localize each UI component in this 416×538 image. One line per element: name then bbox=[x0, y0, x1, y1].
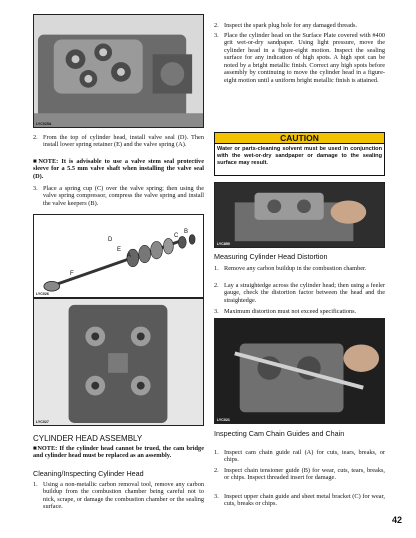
step-remove-carbon bbox=[33, 481, 204, 511]
step-text: From the top of cylinder head, install valve seal (D). Then install lower spring retainer (E) and the valve spring (A). bbox=[43, 134, 204, 149]
step-number: 2. bbox=[214, 22, 219, 29]
step-text: Inspect the spark plug hole for any damaged threads. bbox=[224, 22, 358, 29]
step-text: Inspect cam chain guide rail (A) for cuts, tears, breaks, or chips. bbox=[224, 449, 385, 464]
label-c: C bbox=[174, 233, 179, 239]
surface-plate-image bbox=[215, 183, 384, 247]
note-valve-seal-sleeve: ■NOTE: It is advisable to use a valve stem seal protective sleeve for a 5.5 mm valve shaft when installing the valve seal (D). bbox=[33, 158, 204, 180]
step-number: 3. bbox=[33, 185, 38, 192]
cam-step-3 bbox=[214, 493, 385, 508]
cam-step-1 bbox=[214, 449, 385, 464]
label-e: E bbox=[117, 247, 122, 253]
page-number: 42 bbox=[391, 515, 402, 526]
step-text: Maximum distortion must not exceed specifications. bbox=[224, 308, 357, 315]
figure-caption: LYC027 bbox=[36, 419, 49, 424]
step-text: Using a non-metallic carbon removal tool, remove any carbon buildup from the combustion chamber being careful not to nick, scrape, or damage the combustion chamber or the sealing surface. bbox=[43, 481, 204, 511]
straightedge-image bbox=[215, 319, 384, 423]
step-number: 1. bbox=[33, 481, 38, 488]
step-text: Inspect chain tensioner guide (B) for wear, cuts, tears, breaks, or chips. Inspect threaded insert for damage. bbox=[224, 467, 385, 482]
measure-step-3 bbox=[214, 308, 385, 315]
step-spring-cup bbox=[33, 185, 204, 207]
step-text: Place a spring cup (C) over the valve spring; then using the valve spring compressor, compress the valve spring and install the valve keepers (B). bbox=[43, 185, 204, 207]
figure-caption: LYC021 bbox=[217, 417, 230, 422]
step-surface-plate bbox=[214, 32, 385, 84]
figure-caption: LYC025A bbox=[36, 121, 52, 126]
cylinder-head-image bbox=[34, 15, 203, 127]
step-text: Inspect upper chain guide and sheet metal bracket (C) for wear, cuts, breaks or chips. bbox=[224, 493, 385, 508]
step-text: Place the cylinder head on the Surface Plate covered with #400 grit wet-or-dry sandpaper. Using light pressure, move the cylinder head in a figure-eight motion. Inspect the sealing surface for any indication of high spots. A high spot can be noted by a bright metallic finish. Correct any high spots before assembly by continuing to move the cylinder head in a figure-eight motion until a uniform bright metallic finish is attained. bbox=[224, 32, 385, 84]
step-inspect-spark-plug bbox=[214, 22, 385, 29]
label-f: F bbox=[70, 271, 74, 277]
heading-cam-chain: Inspecting Cam Chain Guides and Chain bbox=[214, 429, 345, 438]
step-number: 3. bbox=[214, 308, 219, 315]
step-number: 3. bbox=[214, 493, 219, 500]
cylinder-head-valves-image bbox=[34, 299, 203, 425]
label-d: D bbox=[108, 237, 113, 243]
figure-caption: LYC850 bbox=[217, 241, 230, 246]
step-number: 3. bbox=[214, 32, 219, 39]
cam-step-2 bbox=[214, 467, 385, 482]
measure-step-1 bbox=[214, 265, 385, 272]
surface-plate-photo bbox=[214, 182, 385, 248]
valve-diagram-image bbox=[34, 215, 203, 297]
heading-cylinder-head-assembly: CYLINDER HEAD ASSEMBLY bbox=[33, 434, 143, 443]
caution-text: Water or parts-cleaning solvent must be used in conjunction with the wet-or-dry sandpaper or damage to the sealing surface may result. bbox=[217, 146, 382, 166]
step-number: 2. bbox=[214, 467, 219, 474]
caution-title: CAUTION bbox=[215, 133, 384, 144]
note-cylinder-head-trued: ■NOTE: If the cylinder head cannot be trued, the cam bridge and cylinder head must be replaced as an assembly. bbox=[33, 445, 204, 460]
step-number: 1. bbox=[214, 449, 219, 456]
caution-box bbox=[214, 132, 385, 176]
cylinder-head-photo-top bbox=[33, 14, 204, 128]
step-number: 1. bbox=[214, 265, 219, 272]
measure-step-2 bbox=[214, 282, 385, 304]
straightedge-photo bbox=[214, 318, 385, 424]
valve-keepers-photo bbox=[33, 298, 204, 426]
label-b: B bbox=[184, 229, 189, 235]
step-text: Lay a straightedge across the cylinder head; then using a feeler gauge, check the distortion factor between the head and the straightedge. bbox=[224, 282, 385, 304]
step-number: 2. bbox=[214, 282, 219, 289]
figure-caption: LYC026 bbox=[36, 291, 49, 296]
step-text: Remove any carbon buildup in the combustion chamber. bbox=[224, 265, 367, 272]
step-number: 2. bbox=[33, 134, 38, 141]
valve-components-diagram bbox=[33, 214, 204, 298]
heading-measuring-distortion: Measuring Cylinder Head Distortion bbox=[214, 252, 328, 261]
heading-cleaning-inspecting: Cleaning/Inspecting Cylinder Head bbox=[33, 469, 144, 478]
label-a: A bbox=[127, 253, 132, 259]
step-install-valve-seal bbox=[33, 134, 204, 149]
